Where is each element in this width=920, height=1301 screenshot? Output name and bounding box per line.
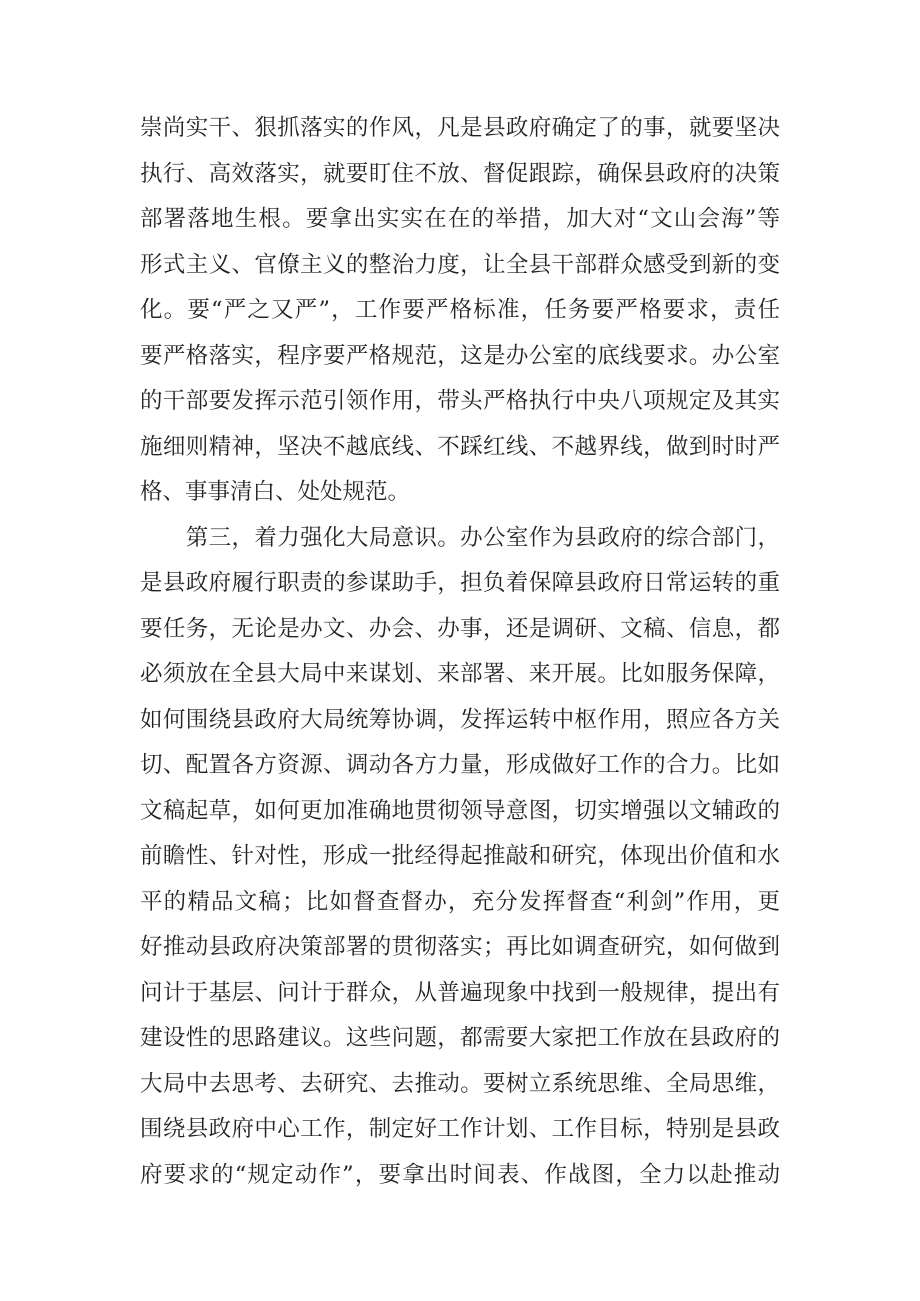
text-line: 执行、高效落实，就要盯住不放、督促跟踪，确保县政府的决策: [140, 160, 780, 187]
text-line: 要任务，无论是办文、办会、办事，还是调研、文稿、信息，都: [140, 615, 780, 642]
text-line: 前瞻性、针对性，形成一批经得起推敲和研究，体现出价值和水: [140, 843, 780, 869]
text-line: 问计于基层、问计于群众，从普遍现象中找到一般规律，提出有: [140, 979, 780, 1006]
paragraph-start-line: 第三，着力强化大局意识。办公室作为县政府的综合部门，: [140, 524, 780, 551]
text-line: 要严格落实，程序要严格规范，这是办公室的底线要求。办公室: [140, 342, 780, 369]
text-line: 施细则精神，坚决不越底线、不踩红线、不越界线，做到时时严: [140, 433, 780, 460]
text-line: 平的精品文稿；比如督查督办，充分发挥督查“利剑”作用，更: [140, 888, 780, 915]
text-line: 好推动县政府决策部署的贯彻落实；再比如调查研究，如何做到: [140, 934, 780, 960]
text-line: 形式主义、官僚主义的整治力度，让全县干部群众感受到新的变: [140, 251, 780, 278]
text-line: 崇尚实干、狠抓落实的作风，凡是县政府确定了的事，就要坚决: [140, 115, 780, 141]
text-line: 是县政府履行职责的参谋助手，担负着保障县政府日常运转的重: [140, 570, 780, 596]
text-line: 的干部要发挥示范引领作用，带头严格执行中央八项规定及其实: [140, 388, 780, 414]
text-line: 部署落地生根。要拿出实实在在的举措，加大对“文山会海”等: [140, 206, 780, 232]
text-line: 必须放在全县大局中来谋划、来部署、来开展。比如服务保障，: [140, 661, 780, 687]
text-line: 围绕县政府中心工作，制定好工作计划、工作目标，特别是县政: [140, 1116, 780, 1142]
text-line: 化。要“严之又严”，工作要严格标准，任务要严格要求，责任: [140, 297, 780, 323]
text-line: 府要求的“规定动作”，要拿出时间表、作战图，全力以赴推动: [140, 1161, 780, 1188]
text-line: 大局中去思考、去研究、去推动。要树立系统思维、全局思维，: [140, 1070, 780, 1097]
body-text: [140, 106, 780, 1198]
text-line: 切、配置各方资源、调动各方力量，形成做好工作的合力。比如: [140, 752, 780, 778]
text-line: 建设性的思路建议。这些问题，都需要大家把工作放在县政府的: [140, 1025, 780, 1051]
text-line: 如何围绕县政府大局统筹协调，发挥运转中枢作用，照应各方关: [140, 706, 780, 733]
paragraph-end-line: 格、事事清白、处处规范。: [140, 479, 411, 505]
text-line: 文稿起草，如何更加准确地贯彻领导意图，切实增强以文辅政的: [140, 797, 780, 824]
